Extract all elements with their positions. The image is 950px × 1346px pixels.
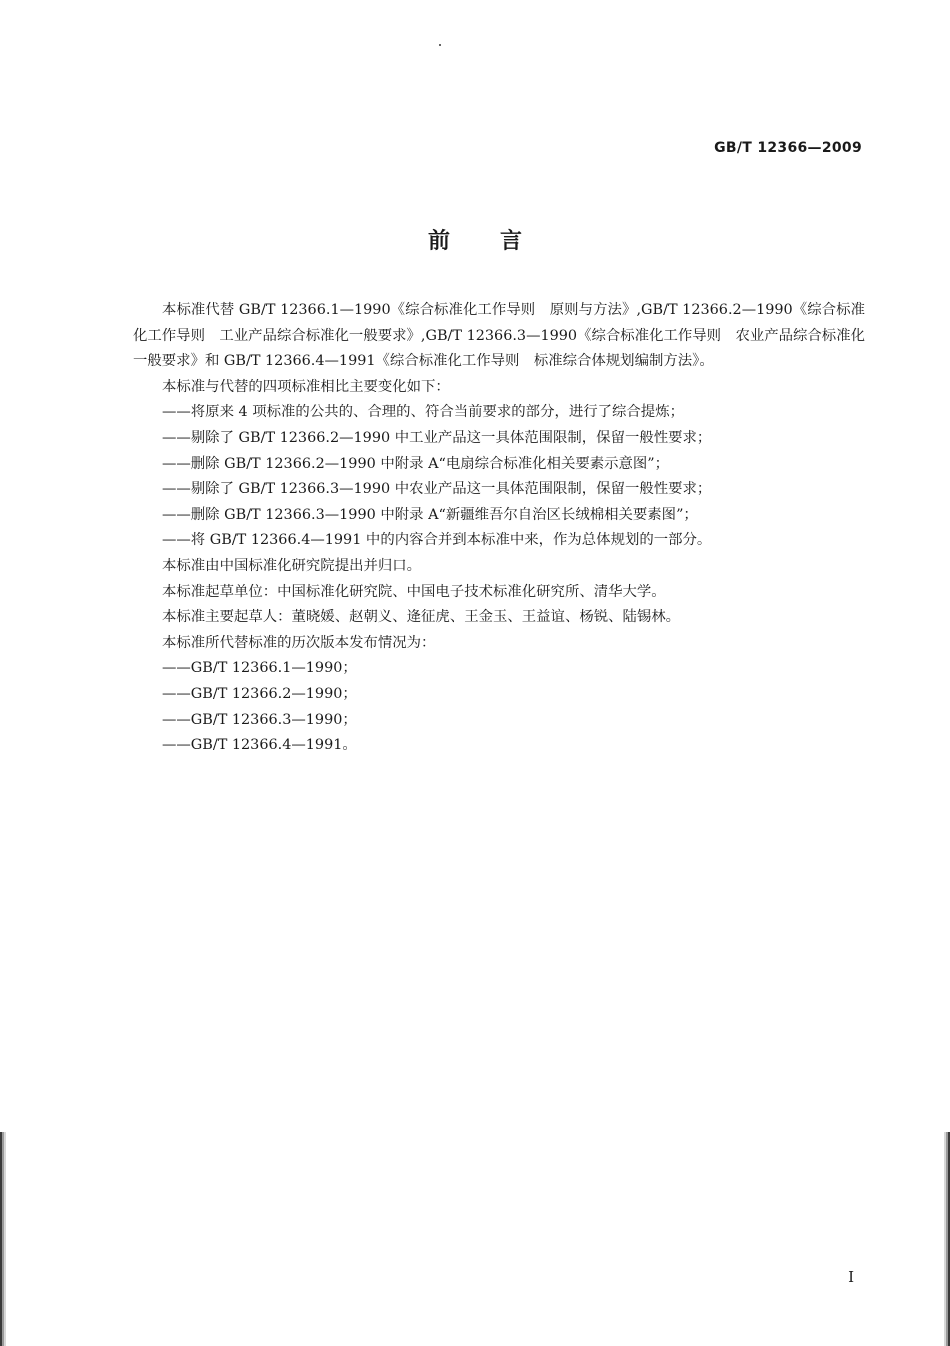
history-item: ——GB/T 12366.4—1991。 bbox=[162, 737, 357, 754]
page-number: I bbox=[848, 1268, 854, 1286]
change-item: ——将原来 4 项标准的公共的、合理的、符合当前要求的部分，进行了综合提炼； bbox=[162, 404, 684, 421]
drafters: 本标准主要起草人：董晓媛、赵朝义、逄征虎、王金玉、王益谊、杨锐、陆锡林。 bbox=[162, 609, 681, 626]
page-title: 前言 bbox=[427, 229, 572, 254]
scan-edge-left bbox=[0, 1132, 6, 1346]
change-item: ——剔除了 GB/T 12366.2—1990 中工业产品这一具体范围限制，保留一般性要求； bbox=[162, 429, 712, 446]
proposed-by: 本标准由中国标准化研究院提出并归口。 bbox=[162, 557, 422, 574]
change-item: ——将 GB/T 12366.4—1991 中的内容合并到本标准中来，作为总体规划的一部分。 bbox=[162, 532, 712, 549]
history-intro: 本标准所代替标准的历次版本发布情况为： bbox=[162, 634, 436, 651]
changes-intro: 本标准与代替的四项标准相比主要变化如下： bbox=[162, 378, 450, 395]
scan-artifact-dot bbox=[439, 44, 441, 46]
history-item: ——GB/T 12366.3—1990； bbox=[162, 711, 357, 728]
history-item: ——GB/T 12366.1—1990； bbox=[162, 660, 357, 677]
foreword-body bbox=[133, 298, 865, 759]
history-item: ——GB/T 12366.2—1990； bbox=[162, 685, 357, 702]
change-item: ——剔除了 GB/T 12366.3—1990 中农业产品这一具体范围限制，保留一般性要求； bbox=[162, 481, 712, 498]
change-item: ——删除 GB/T 12366.2—1990 中附录 A“电扇综合标准化相关要素示意图”； bbox=[162, 455, 670, 472]
standard-code: GB/T 12366—2009 bbox=[714, 140, 862, 156]
change-item: ——删除 GB/T 12366.3—1990 中附录 A“新疆维吾尔自治区长绒棉相关要素图”； bbox=[162, 506, 698, 523]
scan-edge-right bbox=[944, 1132, 950, 1346]
drafting-units: 本标准起草单位：中国标准化研究院、中国电子技术标准化研究所、清华大学。 bbox=[162, 583, 666, 600]
replaces-paragraph: 本标准代替 GB/T 12366.1—1990《综合标准化工作导则 原则与方法》,GB/T 12366.2—1990《综合标准化工作导则 工业产品综合标准化一般要求》,GB/T 12366.3—1990《综合标准化工作导则 农业产品综合标准化一般要求》和 GB/T 12366.4—1991《综合标准化工作导则 标准综合体规划编制方法》。 bbox=[133, 302, 865, 370]
